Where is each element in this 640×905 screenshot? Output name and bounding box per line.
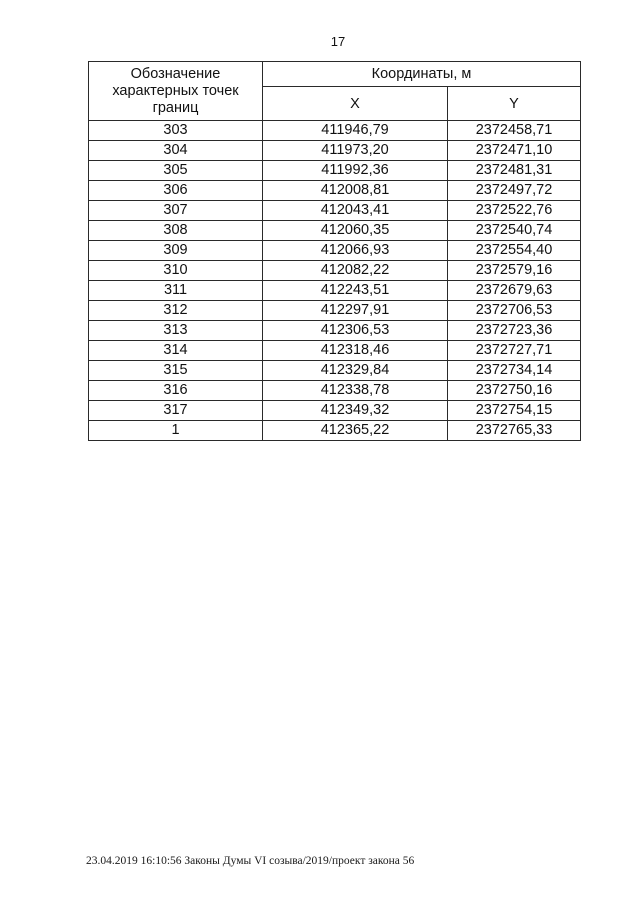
point-cell: 307 [89, 201, 263, 221]
y-cell: 2372458,71 [448, 121, 581, 141]
x-cell: 411973,20 [263, 141, 448, 161]
point-cell: 1 [89, 421, 263, 441]
y-cell: 2372497,72 [448, 181, 581, 201]
x-cell: 412338,78 [263, 381, 448, 401]
x-cell: 412306,53 [263, 321, 448, 341]
y-cell: 2372679,63 [448, 281, 581, 301]
page-number: 17 [330, 34, 346, 49]
table-row [89, 141, 581, 161]
y-cell: 2372727,71 [448, 341, 581, 361]
y-cell: 2372754,15 [448, 401, 581, 421]
footer-stamp: 23.04.2019 16:10:56 Законы Думы VI созыва/2019/проект закона 56 [86, 855, 415, 867]
table-header-row [89, 62, 581, 87]
point-cell: 306 [89, 181, 263, 201]
point-cell: 316 [89, 381, 263, 401]
table-row [89, 381, 581, 401]
x-cell: 412365,22 [263, 421, 448, 441]
x-cell: 412066,93 [263, 241, 448, 261]
y-cell: 2372579,16 [448, 261, 581, 281]
x-cell: 412318,46 [263, 341, 448, 361]
x-cell: 411992,36 [263, 161, 448, 181]
table-row [89, 301, 581, 321]
x-cell: 412008,81 [263, 181, 448, 201]
x-cell: 412043,41 [263, 201, 448, 221]
y-cell: 2372734,14 [448, 361, 581, 381]
x-column-header: X [263, 87, 448, 121]
point-cell: 304 [89, 141, 263, 161]
x-cell: 412329,84 [263, 361, 448, 381]
x-cell: 412060,35 [263, 221, 448, 241]
point-cell: 314 [89, 341, 263, 361]
y-cell: 2372706,53 [448, 301, 581, 321]
point-cell: 317 [89, 401, 263, 421]
point-cell: 309 [89, 241, 263, 261]
y-cell: 2372765,33 [448, 421, 581, 441]
point-cell: 310 [89, 261, 263, 281]
point-cell: 308 [89, 221, 263, 241]
table-row [89, 161, 581, 181]
y-cell: 2372750,16 [448, 381, 581, 401]
table-row [89, 201, 581, 221]
table-row [89, 281, 581, 301]
y-cell: 2372522,76 [448, 201, 581, 221]
table-row [89, 321, 581, 341]
x-cell: 412082,22 [263, 261, 448, 281]
table-row [89, 401, 581, 421]
coordinates-table [88, 61, 581, 441]
x-cell: 412297,91 [263, 301, 448, 321]
table-row [89, 341, 581, 361]
point-designation-header: Обозначение характерных точек границ [89, 62, 263, 121]
coordinates-header: Координаты, м [263, 62, 581, 87]
table-row [89, 221, 581, 241]
y-cell: 2372723,36 [448, 321, 581, 341]
x-cell: 411946,79 [263, 121, 448, 141]
point-cell: 311 [89, 281, 263, 301]
table-body [89, 121, 581, 441]
table-row [89, 181, 581, 201]
point-cell: 305 [89, 161, 263, 181]
y-column-header: Y [448, 87, 581, 121]
point-cell: 303 [89, 121, 263, 141]
y-cell: 2372540,74 [448, 221, 581, 241]
y-cell: 2372471,10 [448, 141, 581, 161]
table-row [89, 361, 581, 381]
point-cell: 313 [89, 321, 263, 341]
table-row [89, 421, 581, 441]
y-cell: 2372554,40 [448, 241, 581, 261]
point-cell: 312 [89, 301, 263, 321]
point-cell: 315 [89, 361, 263, 381]
table-row [89, 261, 581, 281]
x-cell: 412243,51 [263, 281, 448, 301]
table-row [89, 241, 581, 261]
x-cell: 412349,32 [263, 401, 448, 421]
y-cell: 2372481,31 [448, 161, 581, 181]
table-row [89, 121, 581, 141]
